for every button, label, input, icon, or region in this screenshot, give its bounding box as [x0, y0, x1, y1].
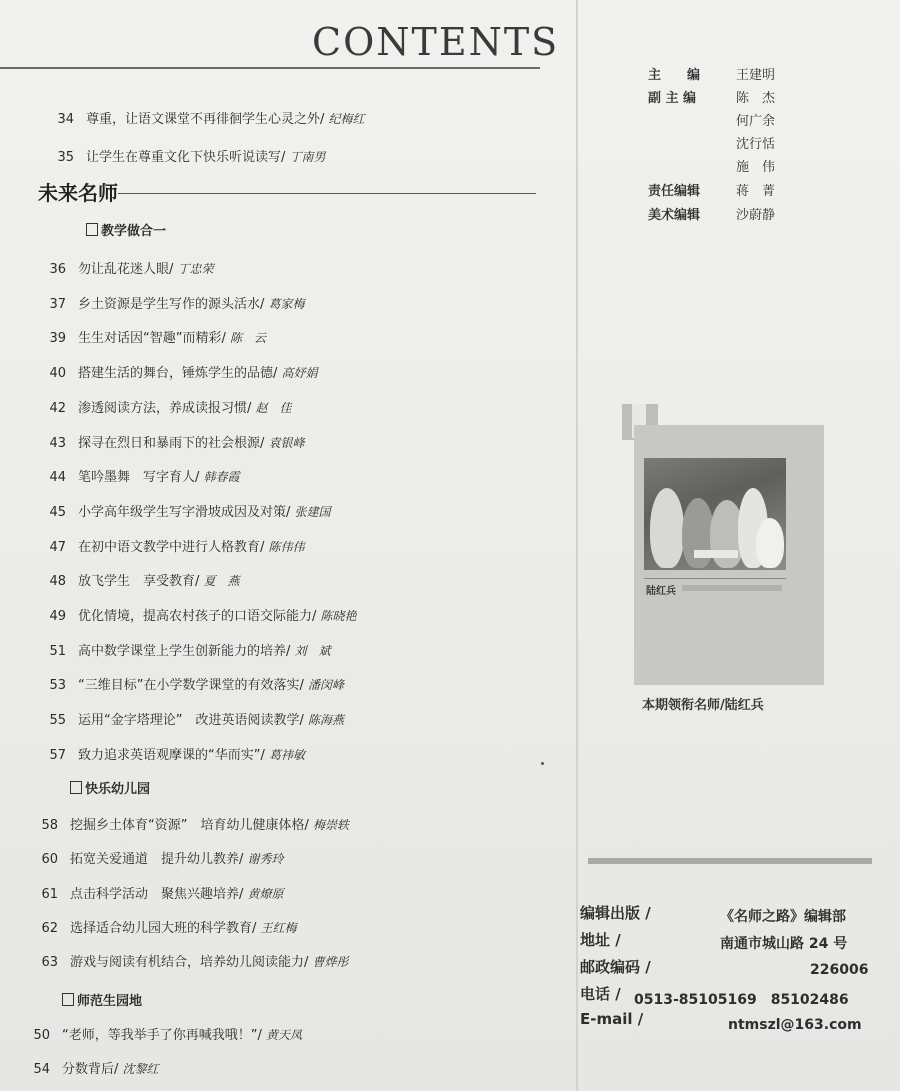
contents-rule	[0, 67, 540, 69]
table-paper	[694, 550, 738, 558]
person-figure	[650, 488, 684, 568]
toc-title: 小学高年级学生写字滑坡成因及对策	[78, 504, 287, 520]
toc-author: 曹烨彤	[312, 955, 349, 970]
toc-author: 葛祎敏	[269, 747, 306, 762]
toc-entry: 55 运用“金字塔理论” 改进英语阅读教学/ 陈海燕	[42, 709, 344, 728]
toc-title: 优化情境，提高农村孩子的口语交际能力	[78, 609, 313, 624]
phone-label: 电话 /	[580, 985, 621, 1003]
toc-entry: 39 生生对话因“智趣”而精彩/ 陈 云	[42, 327, 266, 346]
subsection-heading	[86, 220, 166, 239]
checkbox-square-icon	[86, 223, 98, 236]
toc-title: 致力追求英语观摩课的“华而实”	[78, 747, 261, 763]
toc-page-number: 58	[41, 818, 58, 833]
staff-role: 副 主 编	[648, 91, 697, 106]
staff-name: 王建明	[736, 68, 776, 83]
toc-entry: 37 乡土资源是学生写作的源头活水/ 葛家梅	[42, 293, 305, 312]
staff-deputy-editor-4	[648, 156, 775, 175]
toc-author: 黄燎原	[247, 886, 284, 901]
section-divider	[118, 193, 536, 194]
postcode-label: 邮政编码 /	[580, 958, 651, 976]
staff-deputy-editor-2	[648, 110, 775, 129]
toc-entry: 61 点击科学活动 聚焦兴趣培养/ 黄燎原	[34, 883, 284, 902]
subsection-label: 师范生园地	[77, 994, 143, 1009]
toc-page-number: 42	[49, 400, 66, 416]
toc-entry: 36 勿让乱花迷人眼/ 丁忠荣	[42, 258, 214, 277]
toc-title: 乡土资源是学生写作的源头活水	[78, 296, 261, 312]
toc-page-number: 51	[49, 643, 66, 659]
toc-entry: 44 笔吟墨舞 写字育人/ 韩春霞	[42, 466, 240, 485]
staff-name: 施 伟	[736, 160, 776, 175]
toc-entry: 58 挖掘乡土体育“资源” 培育幼儿健康体格/ 梅崇轶	[34, 814, 349, 833]
toc-page-number: 40	[49, 366, 66, 382]
staff-deputy-editor	[648, 87, 775, 106]
toc-author: 葛家梅	[268, 296, 305, 311]
toc-page-number: 35	[57, 150, 74, 165]
toc-title: 游戏与阅读有机结合，培养幼儿阅读能力	[70, 955, 305, 971]
toc-entry: 50 “老师，等我举手了你再喊我哦！”/ 黄天凤	[26, 1024, 302, 1043]
toc-title: 放飞学生 享受教育	[78, 574, 196, 590]
toc-entry: 47 在初中语文教学中进行人格教育/ 陈伟伟	[42, 536, 305, 555]
toc-page-number: 37	[49, 296, 66, 312]
toc-title: 生生对话因“智趣”而精彩	[78, 331, 222, 347]
toc-entry: 60 拓宽关爱通道 提升幼儿教养/ 谢秀玲	[34, 848, 284, 867]
subsection-label: 快乐幼儿园	[85, 782, 151, 797]
subsection-heading	[62, 990, 142, 1009]
phone-value: 0513-85105169 85102486	[634, 992, 849, 1008]
toc-author: 王红梅	[260, 920, 297, 935]
toc-title: 尊重，让语文课堂不再徘徊学生心灵之外	[86, 112, 321, 127]
publish-label: 编辑出版 /	[580, 904, 651, 922]
toc-page-number: 34	[57, 112, 74, 127]
email-label: E-mail /	[580, 1010, 644, 1028]
staff-name: 沈行恬	[736, 137, 776, 152]
staff-role: 责任编辑	[648, 184, 701, 199]
address-label: 地址 /	[580, 931, 621, 949]
toc-page-number: 53	[49, 678, 66, 694]
toc-author: 袁银峰	[268, 435, 305, 450]
section-heading: 未来名师	[38, 181, 118, 205]
toc-entry: 45 小学高年级学生写字滑坡成因及对策/ 张建国	[42, 501, 331, 520]
speck	[541, 762, 544, 765]
toc-page-number: 47	[49, 539, 66, 555]
publish-value: 《名师之路》编辑部	[720, 909, 846, 925]
toc-title: 分数背后	[62, 1062, 115, 1077]
checkbox-square-icon	[62, 993, 74, 1006]
email-value: ntmszl@163.com	[728, 1017, 862, 1033]
toc-entry: 51 高中数学课堂上学生创新能力的培养/ 刘 斌	[42, 640, 331, 659]
toc-title: 搭建生活的舞台，锤炼学生的品德	[78, 366, 274, 382]
info-divider-bar	[588, 858, 872, 864]
toc-author: 谢秀玲	[247, 852, 284, 867]
toc-entry: 48 放飞学生 享受教育/ 夏 燕	[42, 570, 240, 589]
staff-name: 何广余	[736, 114, 776, 129]
staff-name: 沙蔚静	[736, 208, 776, 223]
staff-chief-editor	[648, 64, 775, 83]
page-fold	[576, 0, 578, 1091]
toc-title: “三维目标”在小学数学课堂的有效落实	[78, 678, 300, 694]
toc-author: 韩春霞	[203, 470, 240, 485]
toc-title: 运用“金字塔理论” 改进英语阅读教学	[78, 713, 300, 729]
photo-caption: 本期领衔名师/陆红兵	[642, 698, 764, 713]
toc-author: 潘闵峰	[308, 678, 345, 693]
staff-deputy-editor-3	[648, 133, 775, 152]
staff-name: 陈 杰	[736, 91, 776, 106]
toc-entry: 53 “三维目标”在小学数学课堂的有效落实/ 潘闵峰	[42, 674, 344, 693]
staff-art-editor	[648, 204, 775, 223]
toc-page-number: 48	[49, 574, 66, 590]
subsection-label: 教学做合一	[101, 224, 167, 239]
toc-page-number: 43	[49, 435, 66, 451]
toc-title: 笔吟墨舞 写字育人	[78, 470, 196, 486]
toc-title: 渗透阅读方法，养成读报习惯	[78, 400, 248, 416]
toc-title: 选择适合幼儿园大班的科学教育	[70, 920, 253, 936]
toc-title: 高中数学课堂上学生创新能力的培养	[78, 643, 287, 659]
address-value: 南通市城山路 24 号	[720, 936, 848, 952]
toc-page-number: 62	[41, 920, 58, 936]
person-figure	[756, 518, 784, 568]
toc-author: 梅崇轶	[313, 818, 350, 832]
subsection-heading	[70, 778, 150, 797]
toc-title: 勿让乱花迷人眼	[78, 262, 170, 277]
contents-title: CONTENTS	[312, 20, 560, 64]
toc-page-number: 39	[49, 331, 66, 347]
card-name: 陆红兵	[646, 586, 676, 597]
toc-title: 拓宽关爱通道 提升幼儿教养	[70, 852, 240, 868]
postcode-value: 226006	[810, 962, 869, 978]
toc-page-number: 57	[49, 747, 66, 763]
toc-author: 陈晓艳	[320, 609, 357, 623]
staff-role: 美术编辑	[648, 208, 701, 223]
toc-author: 沈黎红	[122, 1062, 159, 1076]
toc-title: 探寻在烈日和暴雨下的社会根源	[78, 435, 261, 451]
toc-page-number: 49	[49, 609, 66, 624]
toc-author: 赵 佳	[255, 400, 292, 415]
toc-author: 张建国	[294, 504, 331, 519]
toc-author: 丁南男	[289, 150, 326, 164]
toc-author: 陈海燕	[308, 713, 345, 728]
toc-entry: 40 搭建生活的舞台，锤炼学生的品德/ 高妤娟	[42, 362, 318, 381]
toc-author: 陈伟伟	[268, 539, 305, 554]
featured-teacher-photo	[644, 458, 786, 570]
toc-page-number: 55	[49, 713, 66, 729]
toc-entry: 63 游戏与阅读有机结合，培养幼儿阅读能力/ 曹烨彤	[34, 951, 349, 970]
toc-author: 高妤娟	[281, 366, 318, 381]
toc-author: 黄天凤	[266, 1028, 303, 1042]
toc-page-number: 45	[49, 504, 66, 520]
toc-title: 挖掘乡土体育“资源” 培育幼儿健康体格	[70, 818, 305, 833]
staff-responsible-editor	[648, 180, 775, 199]
toc-title: “老师，等我举手了你再喊我哦！”	[62, 1028, 258, 1043]
toc-author: 夏 燕	[203, 574, 240, 589]
card-divider	[644, 578, 786, 579]
toc-entry: 57 致力追求英语观摩课的“华而实”/ 葛祎敏	[42, 744, 305, 763]
toc-title: 让学生在尊重文化下快乐听说读写	[86, 150, 282, 165]
toc-entry: 49 优化情境，提高农村孩子的口语交际能力/ 陈晓艳	[42, 605, 357, 624]
card-subtitle-bar	[682, 585, 782, 591]
staff-role: 主 编	[648, 68, 701, 83]
toc-page-number: 61	[41, 886, 58, 902]
toc-page-number: 36	[49, 262, 66, 277]
toc-author: 陈 云	[230, 331, 267, 346]
toc-page-number: 44	[49, 470, 66, 486]
checkbox-square-icon	[70, 781, 82, 794]
toc-entry: 34 尊重，让语文课堂不再徘徊学生心灵之外/ 纪梅红	[50, 108, 365, 127]
toc-entry: 35 让学生在尊重文化下快乐听说读写/ 丁南男	[50, 146, 326, 165]
toc-author: 纪梅红	[328, 112, 365, 126]
toc-author: 丁忠荣	[177, 262, 214, 276]
toc-entry: 62 选择适合幼儿园大班的科学教育/ 王红梅	[34, 917, 297, 936]
toc-title: 点击科学活动 聚焦兴趣培养	[70, 886, 240, 902]
toc-page-number: 50	[33, 1028, 50, 1043]
staff-name: 蒋 菁	[736, 184, 776, 199]
toc-entry: 42 渗透阅读方法，养成读报习惯/ 赵 佳	[42, 397, 292, 416]
toc-title: 在初中语文教学中进行人格教育	[78, 539, 261, 555]
toc-page-number: 54	[33, 1062, 50, 1077]
toc-entry: 43 探寻在烈日和暴雨下的社会根源/ 袁银峰	[42, 432, 305, 451]
toc-author: 刘 斌	[294, 643, 331, 658]
toc-page-number: 63	[41, 955, 58, 971]
toc-entry: 54 分数背后/ 沈黎红	[26, 1058, 159, 1077]
toc-page-number: 60	[41, 852, 58, 868]
